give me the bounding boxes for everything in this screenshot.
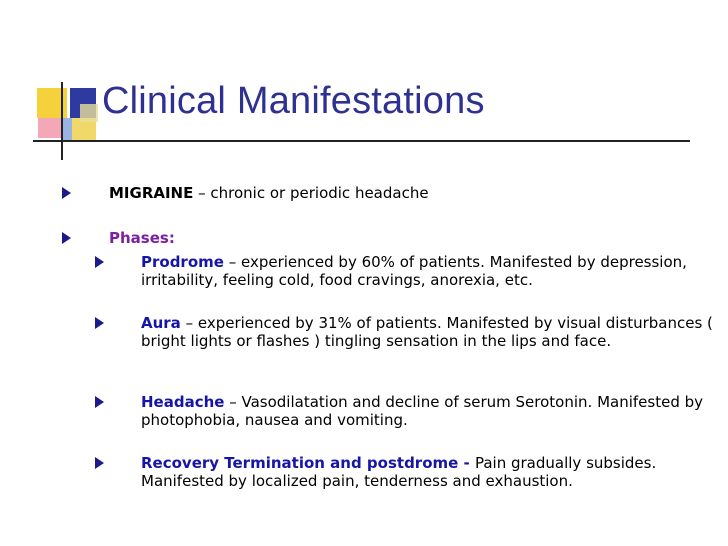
- phase-text: [141, 454, 721, 490]
- phase-description: – Vasodilatation and decline of serum Serotonin. Manifested by photophobia, nausea and vomiting.: [141, 393, 704, 429]
- phase-term: Headache: [141, 393, 225, 411]
- phase-term: Recovery Termination and postdrome -: [141, 454, 475, 472]
- bullet-arrow-icon: [62, 187, 71, 199]
- bullet-arrow-icon: [95, 317, 104, 329]
- decor-vertical-line: [61, 82, 63, 160]
- decor-lightblue-square: [62, 118, 72, 142]
- decor-pink-square: [38, 118, 62, 138]
- phase-text: [141, 253, 721, 289]
- bullet-text: [109, 229, 175, 247]
- bullet-arrow-icon: [95, 396, 104, 408]
- bullet-arrow-icon: [95, 256, 104, 268]
- phase-text: [141, 314, 721, 350]
- bullet-term: Phases:: [109, 229, 175, 247]
- bullet-term: MIGRAINE: [109, 184, 194, 202]
- phase-term: Prodrome: [141, 253, 224, 271]
- decor-lightyellow-square: [80, 104, 98, 122]
- bullet-arrow-icon: [95, 457, 104, 469]
- title-divider: [33, 140, 690, 142]
- phase-description: Pain gradually subsides. Manifested by localized pain, tenderness and exhaustion.: [141, 454, 657, 490]
- phase-description: – experienced by 60% of patients. Manifested by depression, irritability, feeling cold, food cravings, anorexia, etc.: [141, 253, 687, 289]
- bullet-text: [109, 184, 429, 202]
- bullet-arrow-icon: [62, 232, 71, 244]
- phase-description: – experienced by 31% of patients. Manifested by visual disturbances ( bright lights or flashes ) tingling sensation in the lips and face.: [141, 314, 713, 350]
- phase-text: [141, 393, 721, 429]
- phase-term: Aura: [141, 314, 181, 332]
- bullet-description: – chronic or periodic headache: [193, 184, 429, 202]
- slide-title: Clinical Manifestations: [102, 80, 485, 122]
